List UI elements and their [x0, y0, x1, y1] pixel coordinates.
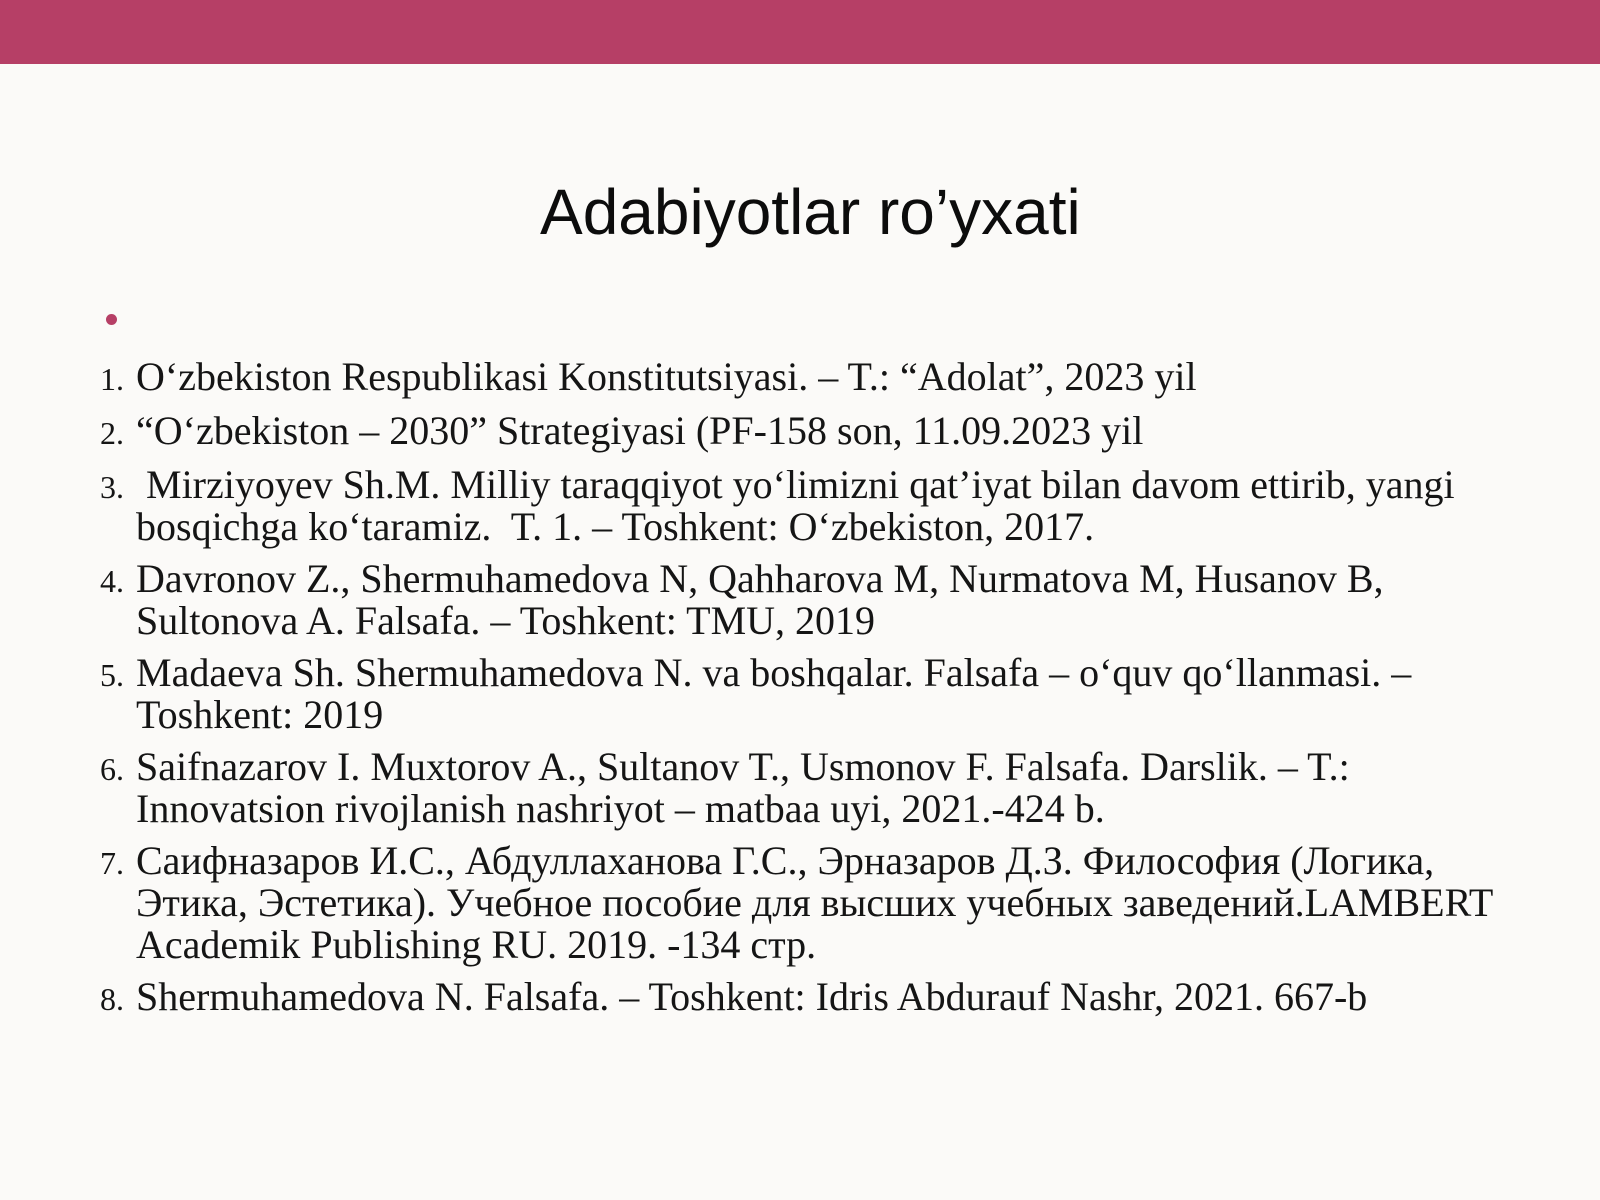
reference-number: 1.	[100, 361, 124, 397]
reference-item-1	[100, 356, 1520, 400]
reference-text: Саифназаров И.С., Абдуллаханова Г.С., Эрназаров Д.З. Философия (Логика, Этика, Эстетика). Учебное пособие для высших учебных заведений.LAMBERT Academik Publishing RU. 2019. -134 стр.	[136, 838, 1501, 967]
reference-item-3	[100, 464, 1520, 548]
reference-item-2	[100, 410, 1520, 454]
bullet-dot-icon	[106, 314, 117, 325]
reference-text: Saifnazarov I. Muxtorov A., Sultanov T., Usmonov F. Falsafa. Darslik. – T.: Innovatsion rivojlanish nashriyot – matbaa uyi, 2021.-424 b.	[136, 744, 1360, 831]
reference-item-4	[100, 558, 1520, 642]
slide-title: Adabiyotlar ro’yxati	[540, 176, 1081, 248]
reference-item-7	[100, 840, 1520, 966]
reference-item-6	[100, 746, 1520, 830]
reference-number: 2.	[100, 415, 124, 451]
reference-number: 7.	[100, 845, 124, 881]
reference-item-5	[100, 652, 1520, 736]
reference-number: 5.	[100, 657, 124, 693]
reference-number: 6.	[100, 751, 124, 787]
reference-list	[100, 356, 1520, 1030]
reference-text: Madaeva Sh. Shermuhamedova N. va boshqalar. Falsafa – o‘quv qo‘llanmasi. – Toshkent: 2019	[136, 650, 1421, 737]
reference-text: O‘zbekiston Respublikasi Konstitutsiyasi. – T.: “Adolat”, 2023 yil	[136, 354, 1197, 399]
reference-text: Mirziyoyev Sh.M. Milliy taraqqiyot yo‘limizni qat’iyat bilan davom ettirib, yangi bosqichga ko‘taramiz. T. 1. – Toshkent: O‘zbekiston, 2017.	[136, 462, 1465, 549]
reference-text: Shermuhamedova N. Falsafa. – Toshkent: Idris Abdurauf Nashr, 2021. 667-b	[136, 974, 1368, 1019]
reference-number: 8.	[100, 981, 124, 1017]
top-accent-band	[0, 0, 1600, 64]
reference-text: “O‘zbekiston – 2030” Strategiyasi (PF-158 son, 11.09.2023 yil	[136, 408, 1144, 453]
reference-item-8	[100, 976, 1520, 1020]
reference-text: Davronov Z., Shermuhamedova N, Qahharova M, Nurmatova M, Husanov B, Sultonova A. Falsafa. – Toshkent: TMU, 2019	[136, 556, 1394, 643]
reference-number: 3.	[100, 469, 124, 505]
reference-number: 4.	[100, 563, 124, 599]
